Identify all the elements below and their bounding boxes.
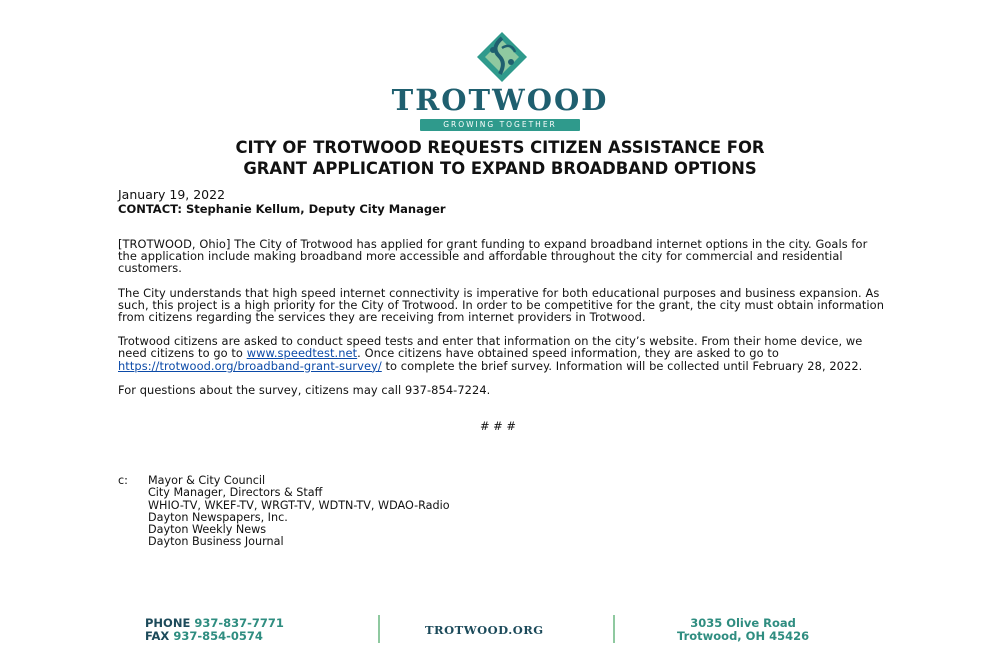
instructions-text-a: Trotwood citizens are asked to conduct speed tests and enter that information on the city’s website. From their home device, we need citizens to go to bbox=[118, 334, 863, 361]
cc-recipient: Dayton Weekly News bbox=[148, 523, 267, 537]
contact-line: CONTACT: Stephanie Kellum, Deputy City Manager bbox=[118, 202, 446, 216]
footer-divider bbox=[378, 615, 380, 643]
footer-website: TROTWOOD.ORG bbox=[425, 623, 544, 637]
fax-label: FAX bbox=[145, 629, 170, 643]
instructions-text-c: to complete the brief survey. Information will be collected until February 28, 2022. bbox=[381, 358, 863, 373]
tree-leaf-icon bbox=[473, 28, 531, 86]
footer-divider bbox=[613, 615, 615, 643]
cc-recipient: City Manager, Directors & Staff bbox=[148, 486, 323, 500]
cc-label: c: bbox=[118, 474, 128, 487]
paragraph-intro: [TROTWOOD, Ohio] The City of Trotwood has applied for grant funding to expand broadband internet options in the city. Goals for the application include making broadband more accessible and affordable throughout the city for commercial and residential customers. bbox=[118, 237, 868, 276]
end-mark: # # # bbox=[480, 419, 516, 433]
phone-label: PHONE bbox=[145, 616, 191, 630]
headline-line-2: GRANT APPLICATION TO EXPAND BROADBAND OPTIONS bbox=[243, 159, 757, 178]
release-body bbox=[118, 238, 888, 408]
cc-recipient: WHIO-TV, WKEF-TV, WRGT-TV, WDTN-TV, WDAO-Radio bbox=[148, 498, 450, 512]
cc-list bbox=[148, 475, 598, 549]
footer-address bbox=[677, 617, 809, 643]
page-title bbox=[100, 137, 900, 179]
letterhead-footer bbox=[0, 615, 1000, 645]
phone-number: 937-837-7771 bbox=[194, 616, 284, 630]
cc-recipient: Dayton Newspapers, Inc. bbox=[148, 510, 288, 524]
cc-recipient: Dayton Business Journal bbox=[148, 535, 284, 549]
speedtest-link[interactable]: www.speedtest.net bbox=[246, 346, 358, 361]
instructions-text-b: . Once citizens have obtained speed information, they are asked to go to bbox=[357, 346, 779, 361]
footer-contact bbox=[145, 617, 284, 643]
address-line-1: 3035 Olive Road bbox=[690, 616, 796, 630]
headline-line-1: CITY OF TROTWOOD REQUESTS CITIZEN ASSISTANCE FOR bbox=[235, 138, 765, 157]
logo-tagline: GROWING TOGETHER bbox=[420, 119, 580, 131]
survey-link[interactable]: https://trotwood.org/broadband-grant-survey/ bbox=[118, 358, 382, 373]
cc-recipient: Mayor & City Council bbox=[148, 474, 266, 487]
paragraph-questions: For questions about the survey, citizens may call 937-854-7224. bbox=[118, 382, 491, 397]
release-date: January 19, 2022 bbox=[118, 187, 226, 202]
address-line-2: Trotwood, OH 45426 bbox=[677, 629, 810, 643]
logo-wordmark: TROTWOOD bbox=[391, 83, 609, 117]
release-meta bbox=[118, 188, 446, 216]
paragraph-priority: The City understands that high speed internet connectivity is imperative for both educational purposes and business expansion. As such, this project is a high priority for the City of Trotwood. In order to be competitive for the grant, the city must obtain information from citizens regarding the services they are receiving from internet providers in Trotwood. bbox=[118, 285, 885, 325]
paragraph-instructions bbox=[118, 335, 888, 372]
fax-number: 937-854-0574 bbox=[173, 629, 263, 643]
trotwood-logo bbox=[360, 28, 640, 129]
